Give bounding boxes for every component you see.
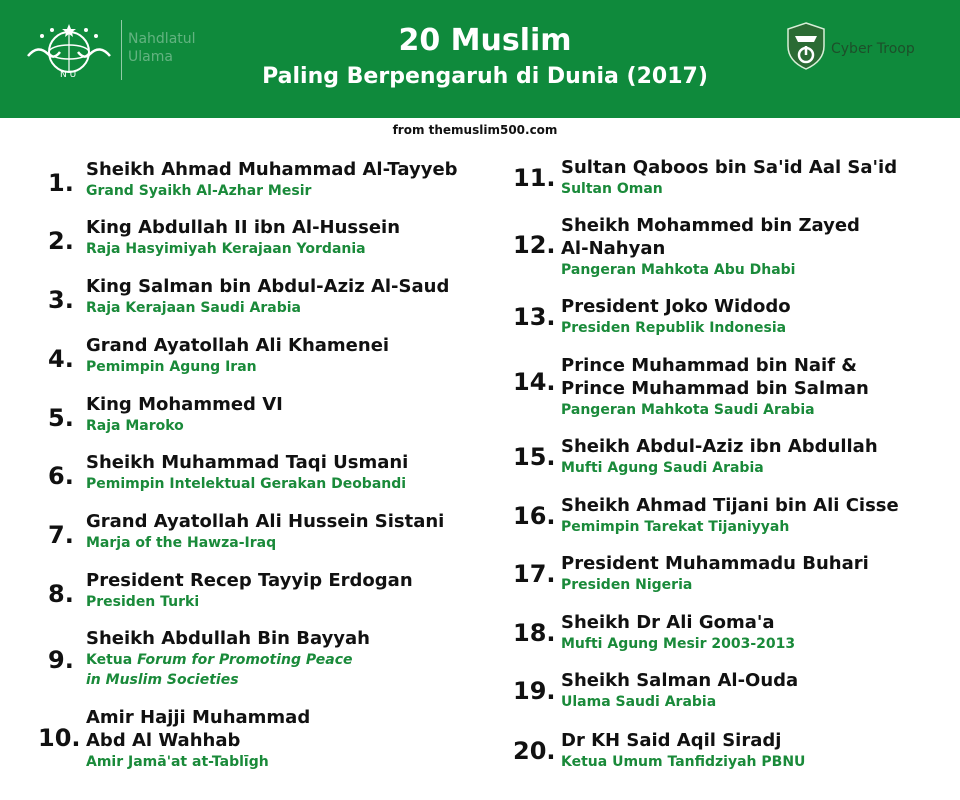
org-name: Nahdlatul Ulama xyxy=(128,31,196,65)
cyber-troop-label: Cyber Troop xyxy=(831,41,915,57)
person-title: Presiden Republik Indonesia xyxy=(561,320,787,336)
rank-number: 3. xyxy=(48,286,74,314)
rank-number: 12. xyxy=(513,231,556,259)
person-name: Sheikh Abdul-Aziz ibn Abdullah xyxy=(561,436,878,457)
header-banner xyxy=(0,0,960,118)
title-line-1: 20 Muslim xyxy=(398,23,572,58)
person-name: Sheikh Muhammad Taqi Usmani xyxy=(86,452,409,473)
person-name: Grand Ayatollah Ali Khamenei xyxy=(86,335,390,356)
person-title: Raja Hasyimiyah Kerajaan Yordania xyxy=(86,241,366,257)
source-label: from themuslim500.com xyxy=(387,118,563,142)
rank-number: 4. xyxy=(48,345,74,373)
rank-number: 14. xyxy=(513,368,556,396)
person-name-line-2: Prince Muhammad bin Salman xyxy=(561,378,869,399)
rank-number: 1. xyxy=(48,169,74,197)
person-name: President Muhammadu Buhari xyxy=(561,553,869,574)
title-line-2: Paling Berpengaruh di Dunia (2017) xyxy=(262,64,708,89)
nu-logo-letters: N U xyxy=(60,70,77,78)
person-title: Ketua Umum Tanfidziyah PBNU xyxy=(561,754,806,770)
rank-number: 20. xyxy=(513,737,556,765)
person-title-prefix: Ketua xyxy=(86,652,138,668)
person-title: Sultan Oman xyxy=(561,181,663,197)
rank-number: 7. xyxy=(48,521,74,549)
person-title: Pemimpin Intelektual Gerakan Deobandi xyxy=(86,476,407,492)
rank-number: 16. xyxy=(513,502,556,530)
person-name: Sheikh Abdullah Bin Bayyah xyxy=(86,628,371,649)
rank-number: 11. xyxy=(513,164,556,192)
person-title xyxy=(86,650,370,670)
person-name: President Joko Widodo xyxy=(561,296,791,317)
person-name: Sheikh Dr Ali Goma'a xyxy=(561,612,775,633)
person-title: Pemimpin Agung Iran xyxy=(86,359,257,375)
rank-number: 8. xyxy=(48,580,74,608)
person-name: Sultan Qaboos bin Sa'id Aal Sa'id xyxy=(561,157,898,178)
person-name: Dr KH Said Aqil Siradj xyxy=(561,730,782,751)
rank-number: 18. xyxy=(513,619,556,647)
person-title: Presiden Nigeria xyxy=(561,577,693,593)
person-title: Raja Maroko xyxy=(86,418,184,434)
rank-number: 13. xyxy=(513,303,556,331)
person-name: Sheikh Salman Al-Ouda xyxy=(561,670,799,691)
person-name-line-2: Abd Al Wahhab xyxy=(86,730,241,751)
person-title: Presiden Turki xyxy=(86,594,200,610)
person-title: Pangeran Mahkota Abu Dhabi xyxy=(561,262,796,278)
person-name: Sheikh Ahmad Muhammad Al-Tayyeb xyxy=(86,159,458,180)
person-title: Pangeran Mahkota Saudi Arabia xyxy=(561,402,815,418)
person-name: King Salman bin Abdul-Aziz Al-Saud xyxy=(86,276,450,297)
person-title-italic-2: in Muslim Societies xyxy=(86,672,239,688)
person-name: President Recep Tayyip Erdogan xyxy=(86,570,413,591)
person-title-cont xyxy=(86,670,370,690)
nu-logo-icon xyxy=(24,22,114,78)
person-title-italic: Forum for Promoting Peace xyxy=(137,652,353,668)
rank-number: 17. xyxy=(513,560,556,588)
person-title: Ulama Saudi Arabia xyxy=(561,694,717,710)
rank-number: 19. xyxy=(513,677,556,705)
person-title: Mufti Agung Mesir 2003-2013 xyxy=(561,636,796,652)
logo-divider xyxy=(121,20,122,80)
person-title: Amir Jamā'at at-Tablīgh xyxy=(86,754,269,770)
rank-number: 10. xyxy=(38,724,81,752)
person-name: Grand Ayatollah Ali Hussein Sistani xyxy=(86,511,445,532)
rank-number: 5. xyxy=(48,404,74,432)
rank-number: 9. xyxy=(48,646,74,674)
person-name-line-1: Amir Hajji Muhammad xyxy=(86,707,311,728)
person-name-line-1: Prince Muhammad bin Naif & xyxy=(561,355,858,376)
person-name: King Mohammed VI xyxy=(86,394,283,415)
person-title: Mufti Agung Saudi Arabia xyxy=(561,460,764,476)
rank-number: 15. xyxy=(513,443,556,471)
cyber-troop-shield-icon xyxy=(786,22,826,70)
person-name: King Abdullah II ibn Al-Hussein xyxy=(86,217,401,238)
person-title: Pemimpin Tarekat Tijaniyyah xyxy=(561,519,790,535)
person-title: Grand Syaikh Al-Azhar Mesir xyxy=(86,183,312,199)
page-title xyxy=(240,22,730,94)
person-name-line-2: Al-Nahyan xyxy=(561,238,666,259)
person-name-line-1: Sheikh Mohammed bin Zayed xyxy=(561,215,860,236)
person-title: Marja of the Hawza-Iraq xyxy=(86,535,277,551)
rank-number: 6. xyxy=(48,462,74,490)
rank-number: 2. xyxy=(48,227,74,255)
person-title: Raja Kerajaan Saudi Arabia xyxy=(86,300,301,316)
person-name: Sheikh Ahmad Tijani bin Ali Cisse xyxy=(561,495,899,516)
